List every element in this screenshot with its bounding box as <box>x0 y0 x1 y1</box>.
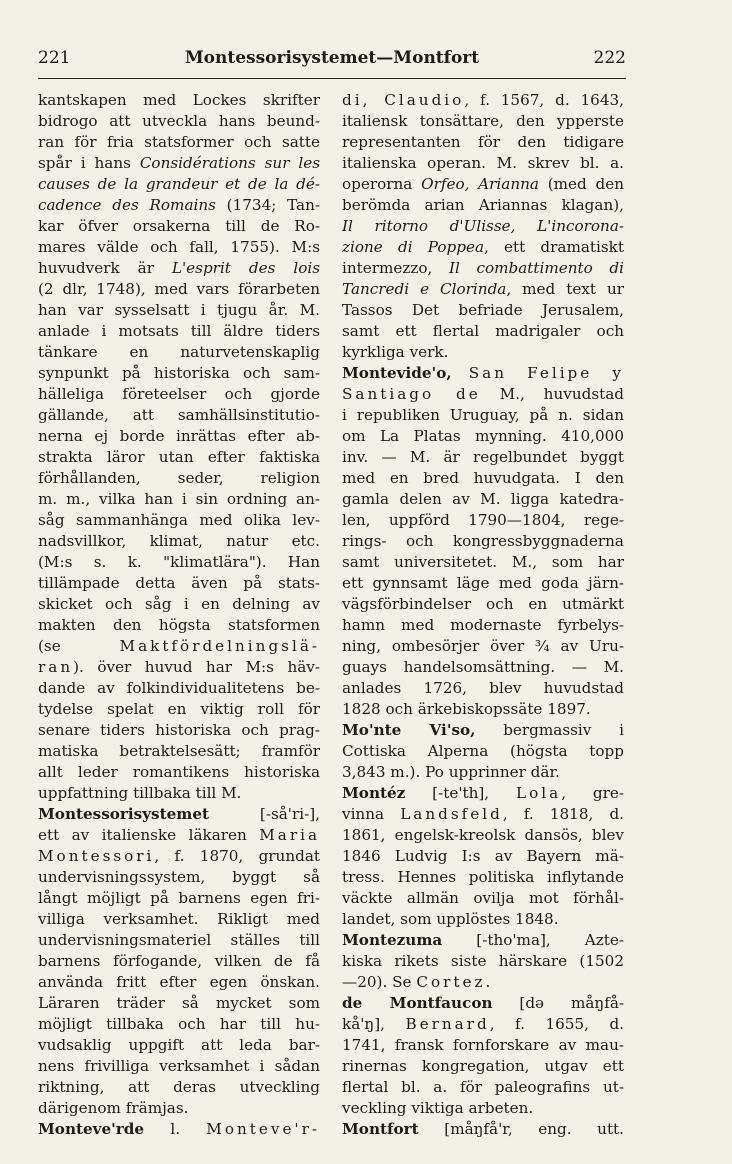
text-line <box>342 405 624 426</box>
text-segment: , f. 1818, d. <box>502 805 624 823</box>
text-line <box>342 510 624 531</box>
headword: Montéz <box>342 784 406 802</box>
text-line <box>38 426 320 447</box>
text-segment: 1846 Ludvig I:s av Bayern mä- <box>342 847 624 865</box>
text-segment: dande av folkindividualitetens be- <box>38 679 320 697</box>
text-segment: italiensk tonsättare, den ypperste <box>342 112 624 130</box>
text-segment: l. <box>144 1120 207 1138</box>
text-segment: Considérations sur les <box>139 154 320 172</box>
text-segment: tillämpade detta även på stats- <box>38 574 320 592</box>
left-column <box>38 90 320 1140</box>
text-line <box>342 468 624 489</box>
text-line <box>38 258 320 279</box>
page-header <box>38 48 626 72</box>
text-line <box>38 909 320 930</box>
text-segment: spår i hans <box>38 154 140 172</box>
text-line <box>342 909 624 930</box>
text-segment: undervisningsmateriel ställes till <box>38 931 320 949</box>
text-segment: intermezzo, <box>342 259 449 277</box>
text-segment: mares välde och fall, 1755). M:s <box>38 238 320 256</box>
text-line <box>342 489 624 510</box>
text-line <box>38 1056 320 1077</box>
text-segment: allt leder romantikens historiska <box>38 763 320 781</box>
text-line <box>342 342 624 363</box>
text-segment: guays handelsomsättning. — M. <box>342 658 624 676</box>
text-line <box>342 594 624 615</box>
text-segment: ning, ombesörjer över ¾ av Uru- <box>342 637 624 655</box>
text-segment: Landsfeld <box>400 805 503 823</box>
text-segment: matiska betraktelsesätt; framför <box>38 742 320 760</box>
text-segment: ran för fria statsformer och satte <box>38 133 320 151</box>
text-segment: (2 dlr, 1748), med vars förarbeten <box>38 280 320 298</box>
text-line <box>38 279 320 300</box>
text-line <box>38 195 320 216</box>
text-line <box>342 741 624 762</box>
text-segment: italienska operan. M. skrev bl. a. <box>342 154 624 172</box>
text-segment: huvudverk är <box>38 259 172 277</box>
text-line <box>38 216 320 237</box>
text-line <box>38 489 320 510</box>
text-segment: cadence des Romains <box>38 196 216 214</box>
text-segment: tydelse spelat en viktig roll för <box>38 700 320 718</box>
text-segment: veckling viktiga arbeten. <box>342 1099 534 1117</box>
text-segment: , med text ur <box>506 280 624 298</box>
text-line <box>38 741 320 762</box>
text-line <box>342 720 624 741</box>
text-line <box>38 888 320 909</box>
text-line <box>342 846 624 867</box>
text-segment: nerna ej borde inrättas efter ab- <box>38 427 320 445</box>
text-line <box>38 363 320 384</box>
text-line <box>342 174 624 195</box>
text-line <box>342 615 624 636</box>
text-line <box>342 783 624 804</box>
text-segment: rinernas kongregation, utgav ett <box>342 1057 624 1075</box>
text-segment: nadsvillkor, klimat, natur etc. <box>38 532 320 550</box>
text-line <box>38 300 320 321</box>
text-segment: landet, som upplöstes 1848. <box>342 910 559 928</box>
text-segment: , f. 1870, grundat <box>154 847 320 865</box>
text-line <box>342 573 624 594</box>
text-line <box>342 279 624 300</box>
text-line <box>38 1119 320 1140</box>
text-segment: strakta läror utan efter faktiska <box>38 448 320 466</box>
text-segment: ett av italienske läkaren <box>38 826 260 844</box>
text-line <box>38 636 320 657</box>
text-line <box>38 951 320 972</box>
text-line <box>38 972 320 993</box>
text-segment: senare tiders historiska och prag- <box>38 721 320 739</box>
text-segment: flertal bl. a. för paleografins ut- <box>342 1078 624 1096</box>
text-line <box>38 657 320 678</box>
text-line <box>38 321 320 342</box>
text-segment: gällande, att samhällsinstitutio- <box>38 406 320 424</box>
text-segment: hamn med modernaste fyrbelys- <box>342 616 624 634</box>
text-segment: causes de la grandeur et de la dé- <box>38 175 320 193</box>
text-line <box>38 573 320 594</box>
text-segment: rings- och kongressbyggnaderna <box>342 532 624 550</box>
text-segment: kantskapen med Lockes skrifter <box>38 91 320 109</box>
text-segment: Cottiska Alperna (högsta topp <box>342 742 624 760</box>
text-segment: [måŋfå'r, eng. utt. <box>418 1120 624 1138</box>
text-segment: ). över huvud har M:s häv- <box>73 658 320 676</box>
text-segment: anlades 1726, blev huvudstad <box>342 679 624 697</box>
text-segment: Orfeo, Arianna <box>421 175 539 193</box>
text-line <box>342 531 624 552</box>
text-line <box>38 1077 320 1098</box>
text-segment: Bernard <box>405 1015 490 1033</box>
headword: Mo'nte Vi'so, <box>342 721 476 739</box>
text-line <box>38 1014 320 1035</box>
text-segment: kar öfver orsakerna till de Ro- <box>38 217 320 235</box>
text-segment: tress. Hennes politiska inflytande <box>342 868 624 886</box>
text-line <box>38 846 320 867</box>
text-segment: 1861, engelsk-kreolsk dansös, blev <box>342 826 624 844</box>
text-segment: Il combattimento di <box>448 259 624 277</box>
text-segment: makten den högsta statsformen <box>38 616 320 634</box>
text-segment: representanten för den tidigare <box>342 133 624 151</box>
text-segment: ett gynnsamt läge med goda järn- <box>342 574 624 592</box>
text-line <box>342 699 624 720</box>
text-segment: Lola <box>516 784 562 802</box>
text-line <box>342 300 624 321</box>
text-segment: villiga verksamhet. Rikligt med <box>38 910 320 928</box>
text-segment: Tassos Det befriade Jerusalem, <box>342 301 624 319</box>
text-line <box>342 972 624 993</box>
text-line <box>342 1119 624 1140</box>
text-line <box>38 783 320 804</box>
text-line <box>38 468 320 489</box>
header-rule <box>38 78 626 79</box>
text-line <box>342 552 624 573</box>
text-line <box>342 1098 624 1119</box>
text-segment: såg sammanhänga med olika lev- <box>38 511 320 529</box>
text-segment: vudsaklig uppgift att leda bar- <box>38 1036 320 1054</box>
text-line <box>38 699 320 720</box>
text-segment: undervisningssystem, byggt så <box>38 868 320 886</box>
text-line <box>38 720 320 741</box>
text-segment: Il ritorno d'Ulisse, L'incorona- <box>342 217 624 235</box>
text-line <box>342 678 624 699</box>
running-head: Montessorisystemet—Montfort <box>184 48 480 68</box>
headword: de Montfaucon <box>342 994 493 1012</box>
text-line <box>38 174 320 195</box>
text-segment: . <box>485 973 491 991</box>
text-segment: Maktfördelningslä- <box>119 637 320 655</box>
text-segment: med en bred huvudgata. I den <box>342 469 624 487</box>
text-line <box>38 552 320 573</box>
text-line <box>342 825 624 846</box>
text-segment: skicket och såg i en delning av <box>38 595 320 613</box>
text-segment: Läraren träder så mycket som <box>38 994 320 1012</box>
text-line <box>342 426 624 447</box>
text-line <box>342 951 624 972</box>
text-segment: —20). Se <box>342 973 417 991</box>
text-line <box>342 867 624 888</box>
text-segment: [-tho'ma], Azte- <box>442 931 624 949</box>
text-line <box>342 384 624 405</box>
text-segment: (med den <box>538 175 624 193</box>
text-segment: [-så'ri-], <box>209 805 320 823</box>
text-line <box>38 132 320 153</box>
text-segment: vinna <box>342 805 401 823</box>
text-line <box>342 762 624 783</box>
text-line <box>342 216 624 237</box>
text-segment: kyrkliga verk. <box>342 343 449 361</box>
text-line <box>342 111 624 132</box>
text-line <box>342 804 624 825</box>
text-segment: (se <box>38 637 120 655</box>
text-line <box>342 363 624 384</box>
text-segment: San Felipe y <box>468 364 624 382</box>
text-segment: vägsförbindelser och en utmärkt <box>342 595 624 613</box>
text-segment: len, uppförd 1790—1804, rege- <box>342 511 624 529</box>
text-segment: [-te'th], <box>405 784 517 802</box>
text-segment: Cortez <box>416 973 486 991</box>
text-segment: Maria <box>259 826 320 844</box>
text-segment: [də måŋfå- <box>492 994 624 1012</box>
text-segment: zione di Poppea <box>342 238 484 256</box>
text-line <box>38 993 320 1014</box>
text-segment: ran <box>38 658 74 676</box>
text-segment: gamla delen av M. ligga katedra- <box>342 490 624 508</box>
text-line <box>38 531 320 552</box>
text-segment: barnens förfogande, vilken de få <box>38 952 320 970</box>
text-segment: operorna <box>342 175 422 193</box>
text-segment: kå'ŋ], <box>342 1015 406 1033</box>
text-line <box>38 867 320 888</box>
text-line <box>342 258 624 279</box>
text-line <box>342 447 624 468</box>
text-line <box>342 321 624 342</box>
text-line <box>38 153 320 174</box>
text-segment: samt ett flertal madrigaler och <box>342 322 624 340</box>
text-segment: bergmassiv i <box>475 721 624 739</box>
text-segment: riktning, att deras utveckling <box>38 1078 320 1096</box>
text-line <box>38 405 320 426</box>
text-segment: väckte allmän ovilja mot förhål- <box>342 889 624 907</box>
text-segment: 1828 och ärkebiskopssäte 1897. <box>342 700 591 718</box>
text-line <box>38 90 320 111</box>
text-line <box>38 1035 320 1056</box>
text-segment: inv. — M. är regelbundet byggt <box>342 448 624 466</box>
text-line <box>38 678 320 699</box>
text-segment: L'esprit des lois <box>171 259 320 277</box>
text-segment: (1734; Tan- <box>215 196 320 214</box>
headword: Montessorisystemet <box>38 805 210 823</box>
text-segment: använda fritt efter egen önskan. <box>38 973 320 991</box>
text-segment: 1741, fransk fornforskare av mau- <box>342 1036 624 1054</box>
text-line <box>342 1035 624 1056</box>
text-line <box>342 1077 624 1098</box>
text-line <box>342 657 624 678</box>
text-line <box>38 237 320 258</box>
text-line <box>38 615 320 636</box>
text-segment: anlade i motsats till äldre tiders <box>38 322 320 340</box>
text-line <box>38 342 320 363</box>
text-line <box>342 888 624 909</box>
text-segment: hälleliga företeelser och gjorde <box>38 385 320 403</box>
text-segment: tänkare en naturvetenskaplig <box>38 343 320 361</box>
text-line <box>38 930 320 951</box>
headword: Montezuma <box>342 931 443 949</box>
text-segment: Santiago de <box>342 385 481 403</box>
text-segment: därigenom främjas. <box>38 1099 189 1117</box>
headword: Monteve'rde <box>38 1120 145 1138</box>
headword: Montfort <box>342 1120 419 1138</box>
text-line <box>38 804 320 825</box>
text-segment: , f. 1567, d. 1643, <box>464 91 624 109</box>
text-line <box>38 594 320 615</box>
right-page-number: 222 <box>593 48 626 68</box>
text-segment: han var sysselsatt i tjugu år. M. <box>38 301 320 319</box>
text-segment: , f. 1655, d. <box>489 1015 624 1033</box>
text-segment: kiska rikets siste härskare (1502 <box>342 952 624 970</box>
text-segment: , ett dramatiskt <box>484 238 624 256</box>
text-segment: nens frivilliga verksamhet i sådan <box>38 1057 320 1075</box>
right-column <box>342 90 624 1140</box>
text-segment: möjligt tillbaka och har till hu- <box>38 1015 320 1033</box>
text-line <box>38 447 320 468</box>
text-line <box>342 132 624 153</box>
text-segment: di, Claudio <box>342 91 465 109</box>
text-segment: m. m., vilka han i sin ordning an- <box>38 490 320 508</box>
text-segment: förhållanden, seder, religion <box>38 469 320 487</box>
text-segment: (M:s s. k. "klimatlära"). Han <box>38 553 320 571</box>
text-segment: Monteve'r- <box>206 1120 320 1138</box>
text-line <box>38 1098 320 1119</box>
text-line <box>342 993 624 1014</box>
text-segment: berömda arian Ariannas klagan), <box>342 196 624 214</box>
text-segment: i republiken Uruguay, på n. sidan <box>342 406 624 424</box>
text-segment: , gre- <box>561 784 624 802</box>
text-line <box>342 636 624 657</box>
text-line <box>342 1014 624 1035</box>
text-line <box>38 111 320 132</box>
text-line <box>342 237 624 258</box>
text-line <box>38 762 320 783</box>
headword: Montevide'o, <box>342 364 452 382</box>
text-line <box>38 510 320 531</box>
text-segment: uppfattning tillbaka till M. <box>38 784 242 802</box>
text-line <box>342 930 624 951</box>
text-segment: M., huvudstad <box>480 385 624 403</box>
text-line <box>342 195 624 216</box>
text-line <box>38 384 320 405</box>
text-segment: synpunkt på historiska och sam- <box>38 364 320 382</box>
text-line <box>342 1056 624 1077</box>
text-segment: om La Platas mynning. 410,000 <box>342 427 624 445</box>
text-segment <box>452 364 469 382</box>
text-segment: långt möjligt på barnens egen fri- <box>38 889 320 907</box>
left-page-number: 221 <box>38 48 71 68</box>
text-segment: Montessori <box>38 847 155 865</box>
text-line <box>342 153 624 174</box>
text-segment: Tancredi e Clorinda <box>342 280 507 298</box>
text-line <box>342 90 624 111</box>
text-segment: 3,843 m.). Po upprinner där. <box>342 763 560 781</box>
text-segment: samt universitetet. M., som har <box>342 553 624 571</box>
text-segment: bidrogo att utveckla hans beund- <box>38 112 320 130</box>
text-line <box>38 825 320 846</box>
